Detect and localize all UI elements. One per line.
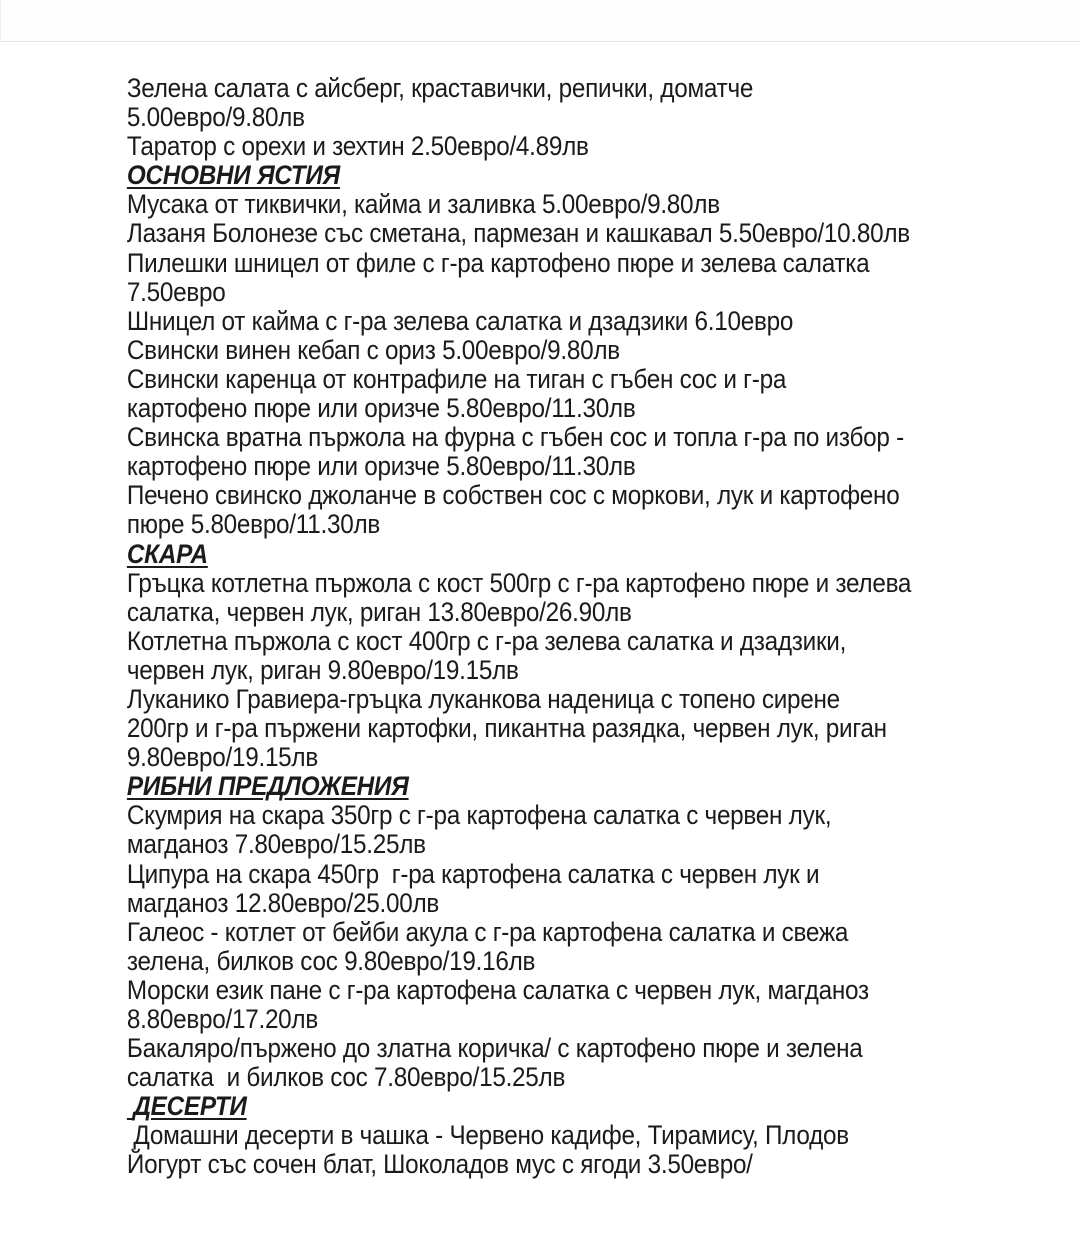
menu-text-line: Свинска вратна пържола на фурна с гъбен сос и топла г-ра по избор - [126, 422, 904, 453]
menu-text-line: Бакаляро/пържено до златна коричка/ с картофено пюре и зелена [126, 1033, 863, 1064]
menu-text-line: картофено пюре или оризче 5.80евро/11.30лв [126, 451, 636, 482]
section-header: СКАРА [126, 538, 208, 569]
menu-text-line: Печено свинско джоланче в собствен сос с моркови, лук и картофено [126, 480, 900, 511]
menu-text-line: Котлетна пържола с кост 400гр с г-ра зелева салатка и дзадзики, [126, 625, 847, 656]
section-header: ОСНОВНИ ЯСТИЯ [126, 160, 341, 191]
menu-text-line: зелена, билков сос 9.80евро/19.16лв [126, 945, 536, 976]
menu-text-line: Галеос - котлет от бейби акула с г-ра картофена салатка и свежа [126, 916, 849, 947]
menu-text-line: салатка и билков сос 7.80евро/15.25лв [126, 1062, 566, 1093]
menu-text-line: Шницел от кайма с г-ра зелева салатка и дзадзики 6.10евро [126, 305, 794, 336]
menu-text-line: магданоз 12.80евро/25.00лв [126, 887, 440, 918]
menu-text-line: Ципура на скара 450гр г-ра картофена салатка с червен лук и [126, 858, 820, 889]
menu-text-line: Гръцка котлетна пържола с кост 500гр с г-ра картофено пюре и зелева [126, 567, 912, 598]
menu-text-line: Пилешки шницел от филе с г-ра картофено пюре и зелева салатка [126, 247, 870, 278]
menu-content [0, 42, 1080, 1180]
menu-text-line: червен лук, риган 9.80евро/19.15лв [126, 654, 519, 685]
menu-text-line: Луканико Гравиера-гръцка луканкова наденица с топено сирене [126, 683, 840, 714]
menu-text-line: 200гр и г-ра пържени картофки, пикантна разядка, червен лук, риган [126, 713, 887, 744]
menu-text-line: 5.00евро/9.80лв [126, 102, 305, 133]
menu-text-line: 8.80евро/17.20лв [126, 1004, 318, 1034]
menu-text-line: Свински винен кебап с ориз 5.00евро/9.80лв [126, 334, 620, 365]
menu-text-line: Домашни десерти в чашка - Червено кадифе, Тирамису, Плодов [126, 1120, 849, 1151]
menu-text-line: Свински каренца от контрафиле на тиган с гъбен сос и г-ра [126, 363, 787, 394]
section-header: ДЕСЕРТИ [126, 1091, 247, 1122]
menu-text-line: 7.50евро [126, 276, 226, 307]
menu-text-line: Йогурт със сочен блат, Шоколадов мус с ягоди 3.50евро/ [126, 1149, 753, 1180]
menu-card [0, 42, 1080, 1180]
menu-text-line: Лазаня Болонезе със сметана, пармезан и кашкавал 5.50евро/10.80лв [126, 218, 910, 249]
menu-text-line: магданоз 7.80евро/15.25лв [126, 829, 426, 860]
top-strip [0, 0, 1080, 42]
menu-text-line: Зелена салата с айсберг, краставички, репички, доматче [126, 73, 754, 103]
menu-text-line: Морски език пане с г-ра картофена салатка с червен лук, магданоз [126, 974, 869, 1005]
menu-text-line: пюре 5.80евро/11.30лв [126, 509, 380, 540]
menu-text-line: картофено пюре или оризче 5.80евро/11.30лв [126, 393, 636, 424]
menu-text-line: 9.80евро/19.15лв [126, 742, 318, 773]
menu-text-line: салатка, червен лук, риган 13.80евро/26.90лв [126, 596, 632, 627]
menu-text-line: Таратор с орехи и зехтин 2.50евро/4.89лв [126, 131, 589, 162]
section-header: РИБНИ ПРЕДЛОЖЕНИЯ [126, 771, 409, 802]
menu-text-line: Скумрия на скара 350гр с г-ра картофена салатка с червен лук, [126, 800, 832, 831]
menu-text-line: Мусака от тиквички, кайма и заливка 5.00евро/9.80лв [126, 189, 720, 220]
